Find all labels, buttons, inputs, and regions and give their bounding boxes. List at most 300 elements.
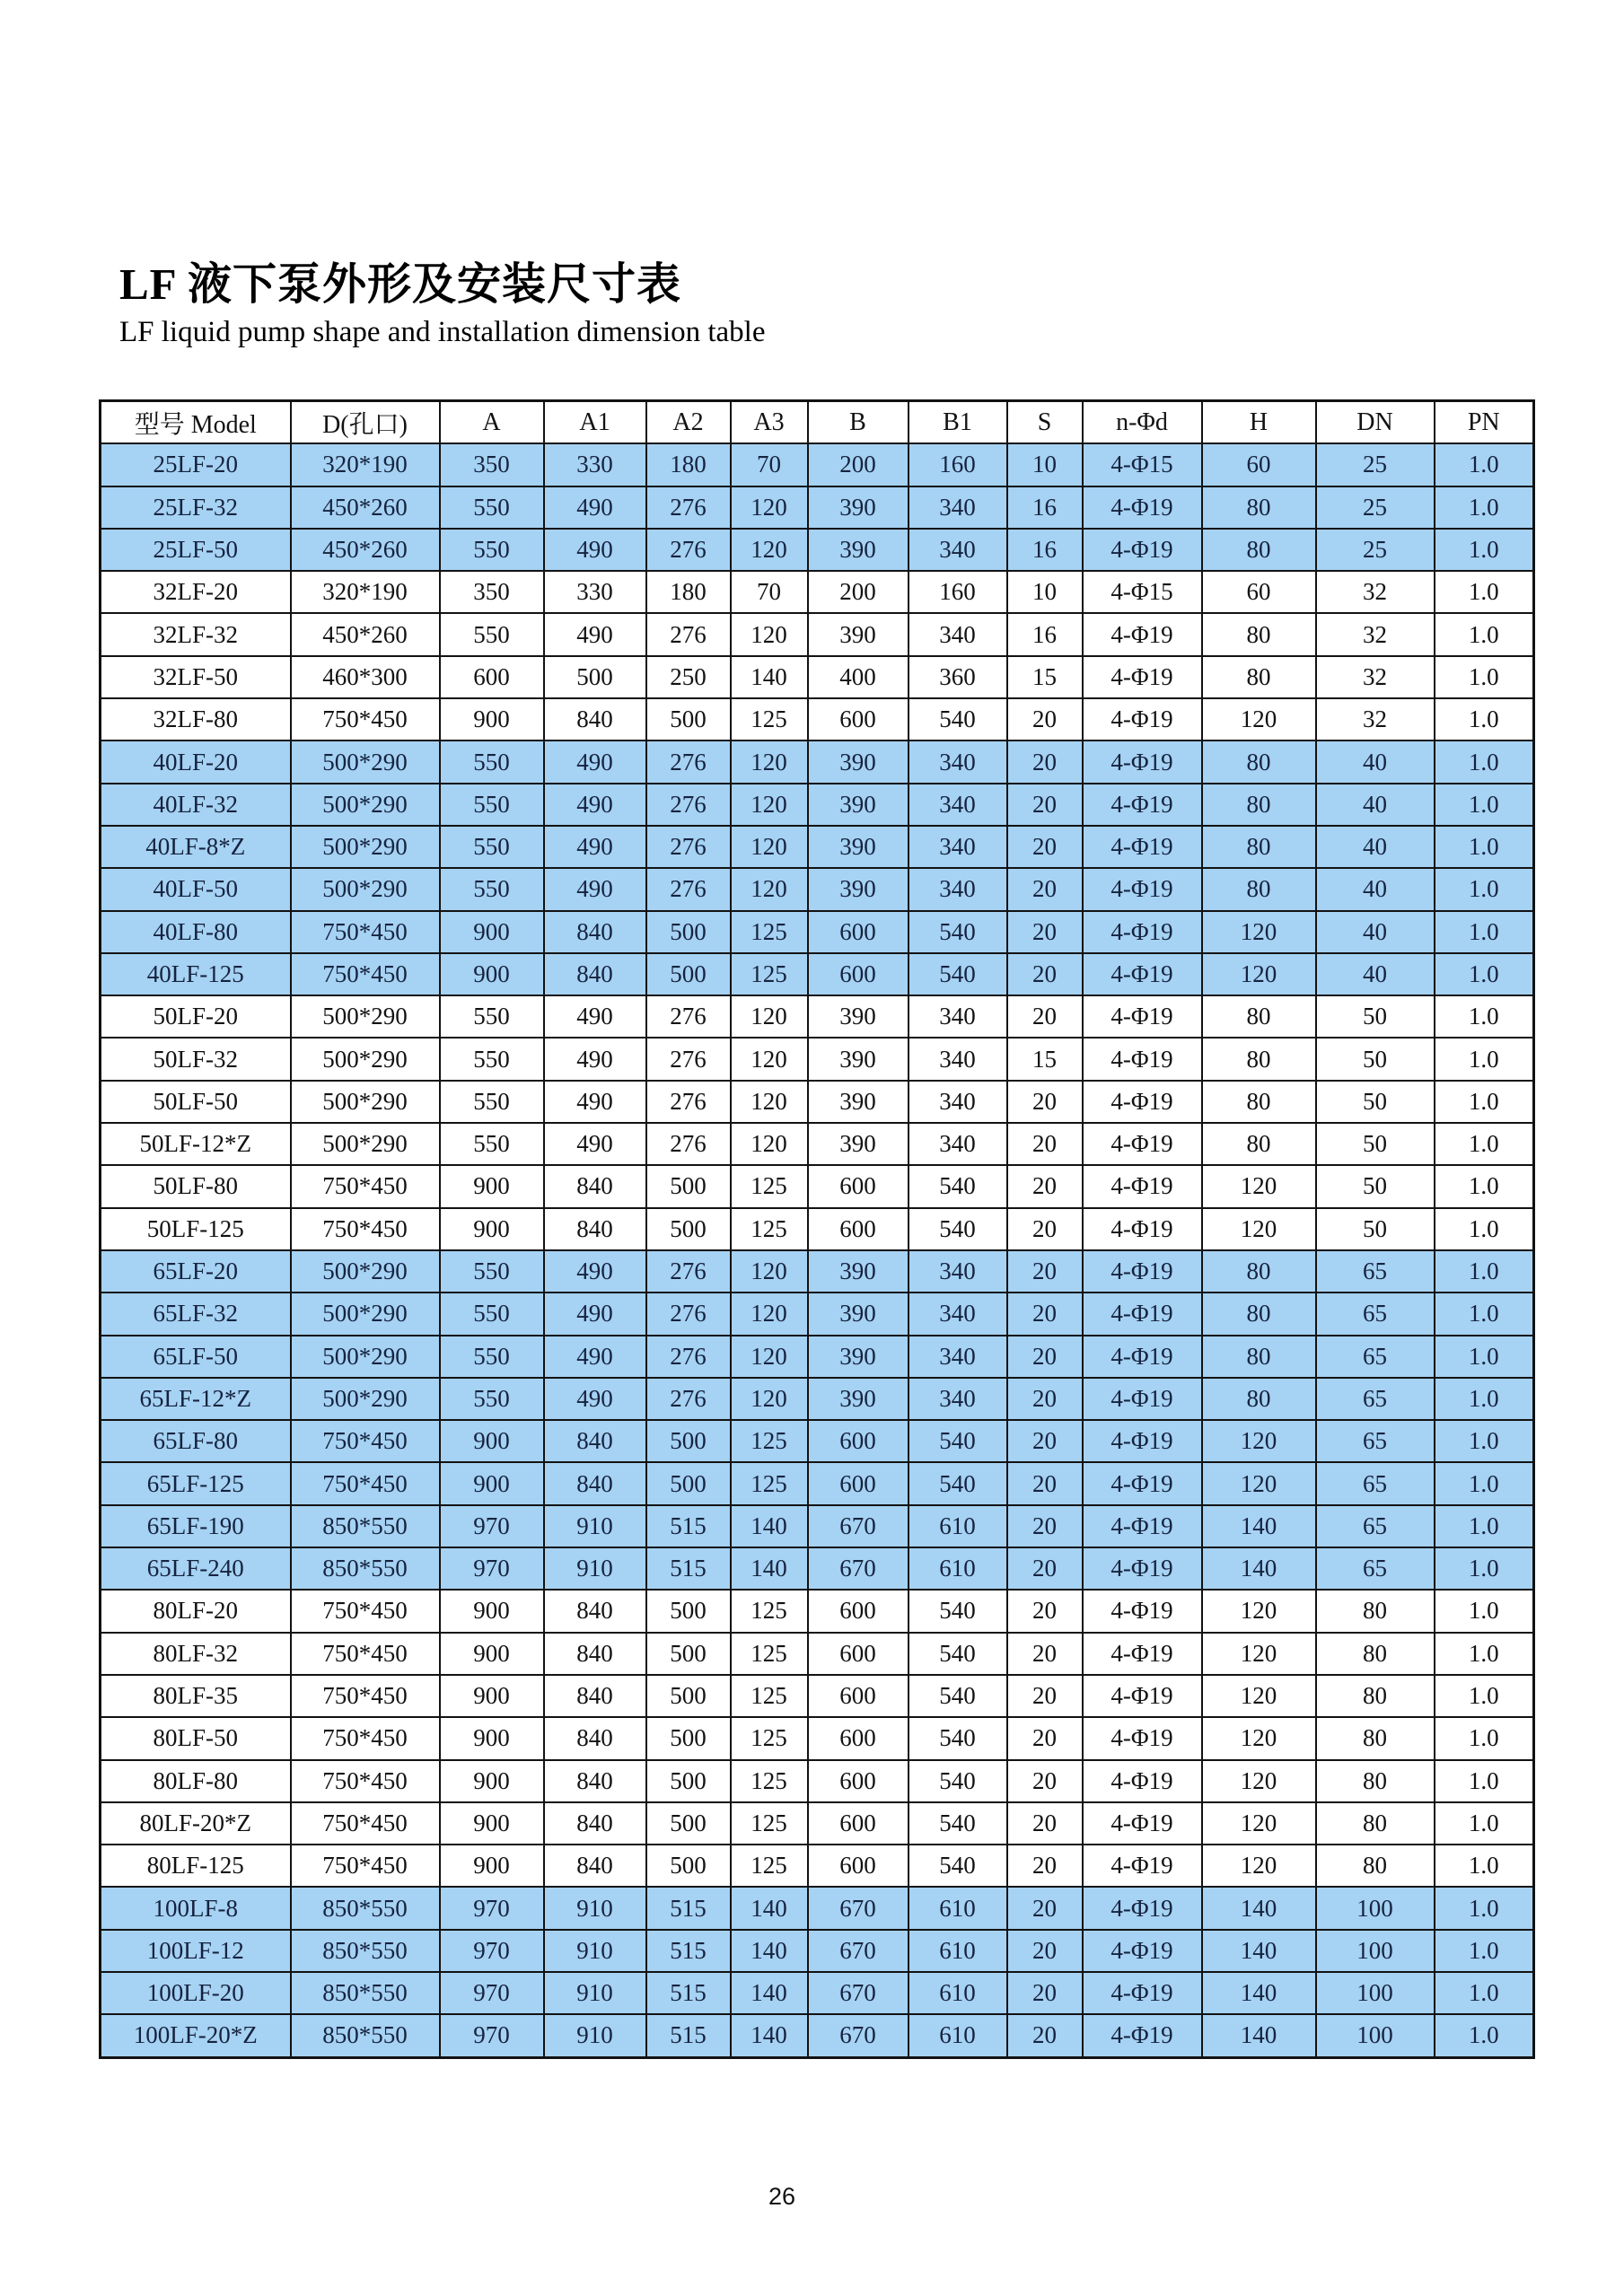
table-cell: 490: [544, 784, 646, 826]
table-cell: 180: [646, 571, 731, 613]
table-cell: 900: [440, 1208, 544, 1250]
table-cell: 276: [646, 1293, 731, 1335]
model-cell: 40LF-80: [101, 911, 291, 953]
table-cell: 750*450: [291, 953, 440, 995]
table-cell: 80: [1202, 486, 1316, 529]
table-cell: 515: [646, 1547, 731, 1590]
table-row: [101, 1336, 1534, 1378]
table-cell: 540: [909, 1802, 1007, 1845]
table-row: [101, 1633, 1534, 1675]
table-cell: 910: [544, 2014, 646, 2057]
table-cell: 50: [1316, 995, 1435, 1038]
table-cell: 390: [808, 1081, 909, 1123]
table-cell: 900: [440, 1717, 544, 1759]
table-cell: 515: [646, 1930, 731, 1972]
table-row: [101, 1293, 1534, 1335]
table-cell: 4-Φ19: [1083, 1633, 1202, 1675]
table-cell: 120: [1202, 1675, 1316, 1717]
table-cell: 50: [1316, 1038, 1435, 1080]
table-cell: 20: [1007, 1845, 1083, 1887]
table-cell: 500*290: [291, 1336, 440, 1378]
table-cell: 140: [731, 1972, 808, 2014]
table-cell: 1.0: [1435, 1336, 1534, 1378]
table-cell: 276: [646, 613, 731, 655]
table-cell: 970: [440, 1972, 544, 2014]
model-cell: 50LF-32: [101, 1038, 291, 1080]
table-cell: 840: [544, 1845, 646, 1887]
table-cell: 125: [731, 1165, 808, 1207]
table-cell: 490: [544, 1038, 646, 1080]
table-cell: 276: [646, 486, 731, 529]
table-cell: 40: [1316, 868, 1435, 910]
table-cell: 120: [731, 1378, 808, 1420]
table-cell: 550: [440, 995, 544, 1038]
model-cell: 32LF-32: [101, 613, 291, 655]
table-cell: 340: [909, 486, 1007, 529]
column-header: A3: [731, 401, 808, 444]
table-cell: 80: [1202, 995, 1316, 1038]
table-cell: 390: [808, 1378, 909, 1420]
table-cell: 900: [440, 1633, 544, 1675]
table-row: [101, 486, 1534, 529]
table-cell: 1.0: [1435, 1802, 1534, 1845]
table-cell: 500: [646, 1802, 731, 1845]
table-cell: 4-Φ19: [1083, 1930, 1202, 1972]
table-cell: 550: [440, 1293, 544, 1335]
table-cell: 1.0: [1435, 784, 1534, 826]
table-cell: 340: [909, 1378, 1007, 1420]
table-cell: 4-Φ19: [1083, 1972, 1202, 2014]
table-cell: 20: [1007, 1547, 1083, 1590]
table-cell: 100: [1316, 2014, 1435, 2057]
model-cell: 65LF-240: [101, 1547, 291, 1590]
table-cell: 340: [909, 741, 1007, 783]
table-cell: 20: [1007, 1165, 1083, 1207]
table-cell: 65: [1316, 1250, 1435, 1293]
table-cell: 125: [731, 1845, 808, 1887]
table-cell: 600: [808, 911, 909, 953]
table-cell: 140: [1202, 1547, 1316, 1590]
column-header: PN: [1435, 401, 1534, 444]
table-cell: 32: [1316, 613, 1435, 655]
model-cell: 40LF-8*Z: [101, 826, 291, 868]
table-row: [101, 868, 1534, 910]
table-row: [101, 1717, 1534, 1759]
table-cell: 25: [1316, 486, 1435, 529]
table-cell: 1.0: [1435, 1930, 1534, 1972]
page-title: LF 液下泵外形及安装尺寸表: [119, 259, 682, 309]
table-cell: 80: [1202, 1081, 1316, 1123]
table-cell: 4-Φ19: [1083, 1293, 1202, 1335]
table-cell: 1.0: [1435, 1675, 1534, 1717]
table-cell: 490: [544, 868, 646, 910]
table-cell: 20: [1007, 1590, 1083, 1632]
table-cell: 16: [1007, 529, 1083, 571]
table-cell: 550: [440, 1038, 544, 1080]
table-cell: 600: [440, 656, 544, 698]
table-cell: 10: [1007, 443, 1083, 486]
table-cell: 4-Φ19: [1083, 1590, 1202, 1632]
table-cell: 4-Φ19: [1083, 784, 1202, 826]
table-cell: 140: [1202, 1930, 1316, 1972]
table-cell: 1.0: [1435, 529, 1534, 571]
model-cell: 50LF-50: [101, 1081, 291, 1123]
table-cell: 120: [731, 529, 808, 571]
table-cell: 850*550: [291, 1547, 440, 1590]
table-cell: 100: [1316, 1930, 1435, 1972]
table-cell: 500*290: [291, 741, 440, 783]
table-cell: 140: [1202, 1505, 1316, 1547]
table-cell: 600: [808, 1165, 909, 1207]
table-cell: 120: [1202, 1760, 1316, 1802]
table-cell: 1.0: [1435, 1081, 1534, 1123]
table-cell: 840: [544, 1590, 646, 1632]
table-cell: 32: [1316, 698, 1435, 741]
table-cell: 1.0: [1435, 1505, 1534, 1547]
column-header: D(孔口): [291, 401, 440, 444]
table-row: [101, 1378, 1534, 1420]
table-cell: 120: [1202, 698, 1316, 741]
table-cell: 120: [731, 1038, 808, 1080]
table-cell: 670: [808, 1930, 909, 1972]
table-cell: 80: [1202, 784, 1316, 826]
table-cell: 515: [646, 1887, 731, 1929]
table-cell: 1.0: [1435, 656, 1534, 698]
table-cell: 70: [731, 443, 808, 486]
table-cell: 120: [731, 1250, 808, 1293]
table-cell: 20: [1007, 1760, 1083, 1802]
table-cell: 20: [1007, 1633, 1083, 1675]
table-cell: 490: [544, 613, 646, 655]
table-cell: 140: [731, 1887, 808, 1929]
table-cell: 65: [1316, 1336, 1435, 1378]
table-row: [101, 1208, 1534, 1250]
table-cell: 750*450: [291, 911, 440, 953]
model-cell: 100LF-20*Z: [101, 2014, 291, 2057]
table-cell: 840: [544, 1675, 646, 1717]
table-cell: 80: [1316, 1590, 1435, 1632]
table-row: [101, 1462, 1534, 1504]
table-cell: 550: [440, 868, 544, 910]
table-cell: 500: [646, 1420, 731, 1462]
table-cell: 840: [544, 1760, 646, 1802]
table-cell: 500: [646, 698, 731, 741]
table-cell: 20: [1007, 1378, 1083, 1420]
table-cell: 840: [544, 698, 646, 741]
table-cell: 750*450: [291, 698, 440, 741]
table-cell: 500: [646, 1717, 731, 1759]
table-cell: 20: [1007, 953, 1083, 995]
table-cell: 550: [440, 826, 544, 868]
table-cell: 80: [1202, 741, 1316, 783]
table-cell: 900: [440, 1590, 544, 1632]
table-cell: 550: [440, 1250, 544, 1293]
table-head: [101, 401, 1534, 444]
model-cell: 100LF-8: [101, 1887, 291, 1929]
table-cell: 80: [1316, 1845, 1435, 1887]
table-cell: 140: [731, 656, 808, 698]
table-cell: 125: [731, 1802, 808, 1845]
table-cell: 515: [646, 2014, 731, 2057]
table-cell: 840: [544, 1420, 646, 1462]
table-cell: 750*450: [291, 1590, 440, 1632]
table-cell: 490: [544, 995, 646, 1038]
table-cell: 670: [808, 1547, 909, 1590]
table-row: [101, 529, 1534, 571]
table-cell: 276: [646, 1038, 731, 1080]
table-cell: 900: [440, 698, 544, 741]
table-row: [101, 1930, 1534, 1972]
model-cell: 25LF-50: [101, 529, 291, 571]
table-row: [101, 2014, 1534, 2057]
table-cell: 390: [808, 613, 909, 655]
table-cell: 40: [1316, 784, 1435, 826]
table-cell: 500*290: [291, 1378, 440, 1420]
table-cell: 15: [1007, 1038, 1083, 1080]
table-cell: 1.0: [1435, 1420, 1534, 1462]
column-header: S: [1007, 401, 1083, 444]
table-cell: 500: [646, 1633, 731, 1675]
table-cell: 4-Φ19: [1083, 911, 1202, 953]
table-row: [101, 1165, 1534, 1207]
table-cell: 500*290: [291, 868, 440, 910]
table-cell: 600: [808, 1802, 909, 1845]
page-number: 26: [768, 2183, 796, 2210]
table-cell: 515: [646, 1972, 731, 2014]
table-cell: 1.0: [1435, 1717, 1534, 1759]
table-cell: 80: [1202, 868, 1316, 910]
table-cell: 4-Φ19: [1083, 1760, 1202, 1802]
table-cell: 250: [646, 656, 731, 698]
table-row: [101, 953, 1534, 995]
table-cell: 120: [731, 784, 808, 826]
table-cell: 20: [1007, 1717, 1083, 1759]
table-cell: 125: [731, 1462, 808, 1504]
table-cell: 4-Φ19: [1083, 741, 1202, 783]
table-cell: 550: [440, 784, 544, 826]
table-cell: 4-Φ19: [1083, 1038, 1202, 1080]
table-cell: 10: [1007, 571, 1083, 613]
table-cell: 1.0: [1435, 1123, 1534, 1165]
table-cell: 840: [544, 1717, 646, 1759]
column-header: B1: [909, 401, 1007, 444]
table-cell: 20: [1007, 1336, 1083, 1378]
table-cell: 500: [544, 656, 646, 698]
table-row: [101, 1123, 1534, 1165]
table-cell: 120: [731, 1293, 808, 1335]
table-cell: 850*550: [291, 1930, 440, 1972]
table-row: [101, 1420, 1534, 1462]
table-cell: 65: [1316, 1378, 1435, 1420]
table-cell: 490: [544, 1250, 646, 1293]
table-cell: 125: [731, 1675, 808, 1717]
table-cell: 515: [646, 1505, 731, 1547]
table-cell: 20: [1007, 784, 1083, 826]
table-cell: 900: [440, 911, 544, 953]
table-cell: 4-Φ19: [1083, 486, 1202, 529]
table-cell: 840: [544, 1633, 646, 1675]
table-cell: 500*290: [291, 1293, 440, 1335]
table-cell: 4-Φ19: [1083, 1802, 1202, 1845]
table-cell: 550: [440, 1378, 544, 1420]
table-cell: 340: [909, 613, 1007, 655]
table-cell: 610: [909, 1887, 1007, 1929]
table-cell: 4-Φ19: [1083, 1505, 1202, 1547]
table-cell: 340: [909, 826, 1007, 868]
table-cell: 4-Φ19: [1083, 1336, 1202, 1378]
table-cell: 180: [646, 443, 731, 486]
table-cell: 750*450: [291, 1845, 440, 1887]
table-cell: 200: [808, 571, 909, 613]
table-cell: 350: [440, 571, 544, 613]
column-header: DN: [1316, 401, 1435, 444]
table-cell: 500: [646, 953, 731, 995]
table-cell: 1.0: [1435, 613, 1534, 655]
table-cell: 4-Φ19: [1083, 1675, 1202, 1717]
table-cell: 670: [808, 2014, 909, 2057]
table-cell: 1.0: [1435, 1250, 1534, 1293]
table-cell: 1.0: [1435, 571, 1534, 613]
model-cell: 40LF-50: [101, 868, 291, 910]
table-row: [101, 443, 1534, 486]
table-cell: 540: [909, 1845, 1007, 1887]
column-header: n-Φd: [1083, 401, 1202, 444]
table-cell: 390: [808, 826, 909, 868]
table-row: [101, 1081, 1534, 1123]
table-cell: 550: [440, 486, 544, 529]
table-cell: 850*550: [291, 1972, 440, 2014]
table-cell: 140: [731, 1505, 808, 1547]
table-cell: 840: [544, 1208, 646, 1250]
table-cell: 1.0: [1435, 1590, 1534, 1632]
table-cell: 540: [909, 1165, 1007, 1207]
table-cell: 1.0: [1435, 1760, 1534, 1802]
table-row: [101, 1590, 1534, 1632]
table-cell: 340: [909, 1336, 1007, 1378]
table-cell: 390: [808, 784, 909, 826]
table-cell: 120: [731, 995, 808, 1038]
table-cell: 500: [646, 1845, 731, 1887]
table-cell: 60: [1202, 443, 1316, 486]
table-cell: 125: [731, 1760, 808, 1802]
table-cell: 80: [1202, 1038, 1316, 1080]
table-row: [101, 698, 1534, 741]
model-cell: 65LF-20: [101, 1250, 291, 1293]
table-cell: 20: [1007, 1420, 1083, 1462]
table-cell: 4-Φ19: [1083, 1081, 1202, 1123]
table-cell: 20: [1007, 1293, 1083, 1335]
table-cell: 1.0: [1435, 1887, 1534, 1929]
table-cell: 4-Φ19: [1083, 1208, 1202, 1250]
table-cell: 120: [1202, 1590, 1316, 1632]
table-cell: 80: [1316, 1802, 1435, 1845]
model-cell: 100LF-20: [101, 1972, 291, 2014]
table-cell: 120: [731, 1081, 808, 1123]
table-cell: 20: [1007, 1208, 1083, 1250]
table-cell: 390: [808, 1038, 909, 1080]
table-cell: 390: [808, 486, 909, 529]
model-cell: 25LF-20: [101, 443, 291, 486]
table-cell: 1.0: [1435, 1547, 1534, 1590]
table-cell: 540: [909, 953, 1007, 995]
model-cell: 25LF-32: [101, 486, 291, 529]
model-cell: 65LF-50: [101, 1336, 291, 1378]
table-cell: 340: [909, 868, 1007, 910]
table-cell: 120: [1202, 1462, 1316, 1504]
table-row: [101, 1505, 1534, 1547]
table-cell: 390: [808, 1336, 909, 1378]
model-cell: 65LF-125: [101, 1462, 291, 1504]
table-cell: 276: [646, 1250, 731, 1293]
table-cell: 450*260: [291, 529, 440, 571]
table-cell: 276: [646, 868, 731, 910]
table-cell: 20: [1007, 1930, 1083, 1972]
model-cell: 80LF-50: [101, 1717, 291, 1759]
table-cell: 900: [440, 1675, 544, 1717]
table-cell: 16: [1007, 486, 1083, 529]
table-cell: 276: [646, 741, 731, 783]
table-cell: 125: [731, 1590, 808, 1632]
table-cell: 500*290: [291, 1250, 440, 1293]
table-cell: 610: [909, 1547, 1007, 1590]
table-cell: 80: [1202, 529, 1316, 571]
table-cell: 550: [440, 529, 544, 571]
table-cell: 20: [1007, 1802, 1083, 1845]
table-cell: 600: [808, 1633, 909, 1675]
table-cell: 20: [1007, 1505, 1083, 1547]
table-cell: 750*450: [291, 1802, 440, 1845]
table-cell: 276: [646, 1378, 731, 1420]
table-header-row: [101, 401, 1534, 444]
table-cell: 900: [440, 1802, 544, 1845]
table-cell: 970: [440, 2014, 544, 2057]
table-cell: 490: [544, 741, 646, 783]
table-cell: 1.0: [1435, 1845, 1534, 1887]
table-cell: 340: [909, 995, 1007, 1038]
table-cell: 1.0: [1435, 1208, 1534, 1250]
table-cell: 750*450: [291, 1717, 440, 1759]
table-cell: 340: [909, 784, 1007, 826]
table-cell: 125: [731, 1420, 808, 1462]
table-cell: 340: [909, 529, 1007, 571]
table-cell: 340: [909, 1293, 1007, 1335]
table-cell: 460*300: [291, 656, 440, 698]
table-cell: 120: [1202, 953, 1316, 995]
table-cell: 4-Φ19: [1083, 995, 1202, 1038]
table-cell: 540: [909, 1760, 1007, 1802]
table-cell: 490: [544, 1293, 646, 1335]
table-cell: 100: [1316, 1887, 1435, 1929]
table-cell: 600: [808, 1420, 909, 1462]
table-cell: 4-Φ19: [1083, 826, 1202, 868]
table-cell: 120: [731, 486, 808, 529]
table-row: [101, 1845, 1534, 1887]
table-cell: 500: [646, 1208, 731, 1250]
table-cell: 910: [544, 1547, 646, 1590]
table-cell: 600: [808, 1760, 909, 1802]
table-cell: 50: [1316, 1081, 1435, 1123]
table-cell: 4-Φ19: [1083, 2014, 1202, 2057]
table-cell: 4-Φ19: [1083, 868, 1202, 910]
table-cell: 340: [909, 1123, 1007, 1165]
table-cell: 1.0: [1435, 1038, 1534, 1080]
table-cell: 390: [808, 741, 909, 783]
table-cell: 1.0: [1435, 1462, 1534, 1504]
table-cell: 4-Φ19: [1083, 613, 1202, 655]
table-cell: 32: [1316, 571, 1435, 613]
table-row: [101, 571, 1534, 613]
table-cell: 50: [1316, 1123, 1435, 1165]
